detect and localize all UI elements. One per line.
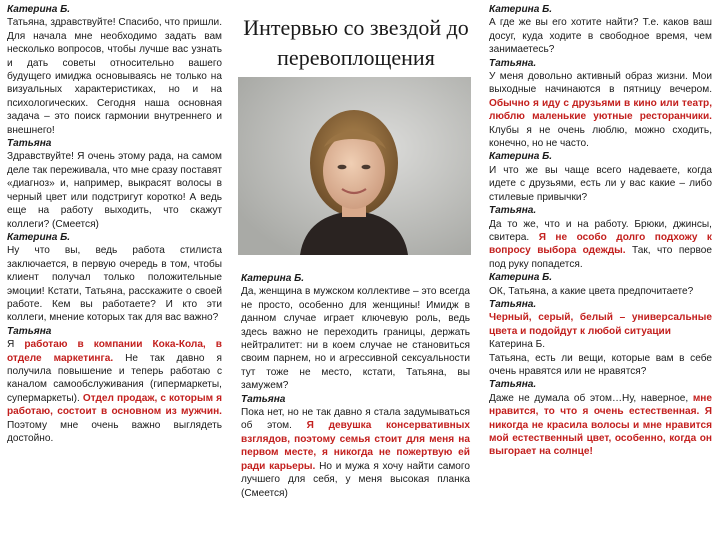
text-run: Катерина Б.	[489, 339, 546, 351]
interview-paragraph	[7, 150, 222, 230]
speaker-name: Татьяна.	[489, 298, 537, 310]
highlighted-text: Я не особо долго подхожу к вопросу выбора одежды.	[489, 231, 712, 257]
speaker-name: Катерина Б.	[489, 151, 553, 163]
text-run: Я	[7, 339, 25, 351]
speaker-name: Катерина Б.	[7, 4, 71, 15]
interview-title: Интервью со звездой до перевоплощения	[243, 15, 469, 70]
interview-paragraph	[489, 70, 712, 150]
interview-paragraph	[489, 311, 712, 338]
highlighted-text: Черный, серый, белый – универсальные цвета и подойдут к любой ситуации	[489, 312, 712, 337]
text-run: Татьяна, здравствуйте! Спасибо, что пришли. Для начала мне необходимо задать вам несколько вопросов, чтобы лучше вас узнать и дать советы относительно вашего будущего имиджа основываясь не только на визуальных характеристиках, но и на психологических. Сегодня наша основная задача – это поиск гармонии внутреннего и внешнего!	[7, 17, 222, 136]
speaker-name: Татьяна.	[489, 379, 537, 391]
interview-paragraph	[241, 285, 470, 392]
interview-column-2	[241, 272, 470, 500]
interview-paragraph	[489, 218, 712, 272]
interview-paragraph	[489, 392, 712, 459]
highlighted-text: работаю в компании Кока-Кола, в отделе маркетинга.	[7, 339, 222, 364]
speaker-name: Татьяна	[241, 393, 286, 405]
text-run: ОК, Татьяна, а какие цвета предпочитаете?	[489, 285, 694, 297]
text-run: Не так давно я получила повышение и теперь работаю с каналом самообслуживания (гипермаркеты, супермаркеты).	[7, 352, 222, 404]
highlighted-text: Отдел продаж, с которым я работаю, состоит в основном из мужчин.	[7, 392, 222, 418]
interview-column-3	[489, 3, 712, 459]
text-run: Но и мужа я хочу найти самого лучшего для себя, у меня высокая планка (Смеется)	[241, 460, 470, 499]
interview-paragraph	[7, 244, 222, 324]
speaker-name: Катерина Б.	[7, 231, 71, 243]
text-run: Поэтому мне очень важно выглядеть достойно.	[7, 419, 222, 444]
interview-column-1	[7, 3, 222, 445]
text-run: Даже не думала об этом…Ну, наверное,	[489, 392, 693, 404]
speaker-name: Татьяна	[7, 138, 52, 150]
speaker-name: Катерина Б.	[489, 4, 553, 15]
text-run: И что же вы чаще всего надеваете, когда идете с друзьями, есть ли у вас какие – либо стилевые привычки?	[489, 164, 712, 203]
speaker-name: Катерина Б.	[489, 272, 553, 284]
text-run: Татьяна, есть ли вещи, которые вам в себе очень нравятся или не нравятся?	[489, 352, 712, 377]
text-run: Здравствуйте! Я очень этому рада, на самом деле так переживала, что мне сразу поставят «диагноз» и, например, выкрасят волосы в черный цвет или подстригут коротко! А ведь еще на работу выходить, что скажут коллеги? (Смеется)	[7, 151, 222, 230]
speaker-name: Татьяна.	[489, 57, 537, 69]
interview-paragraph	[489, 338, 712, 351]
interview-paragraph	[489, 352, 712, 379]
text-run: Ну что вы, ведь работа стилиста заключается, в первую очередь в том, чтобы клиент получал только положительные эмоции! Кстати, Татьяна, расскажите о своей работе. Кем вы работаете? И кто эти коллеги, мнение которых так для вас важно?	[7, 245, 222, 324]
interview-paragraph	[7, 338, 222, 445]
highlighted-text: Я девушка консервативных взглядов, поэтому семья стоит для меня на первом месте, я никогда не пожертвую ей ради карьеры.	[241, 420, 470, 472]
text-run: Так, что первое под руку попадется.	[489, 245, 712, 270]
highlighted-text: Обычно я иду с друзьями в кино или театр, люблю маленькие уютные ресторанчики.	[489, 97, 712, 123]
portrait-photo	[238, 77, 471, 255]
text-run: А где же вы его хотите найти? Т.е. каков ваш досуг, куда ходите в свободное время, чем занимаетесь?	[489, 17, 712, 56]
interview-paragraph	[489, 16, 712, 56]
speaker-name: Татьяна	[7, 325, 52, 337]
text-run: У меня довольно активный образ жизни. Мои выходные начинаются в пятницу вечером.	[489, 71, 712, 96]
portrait-figure	[238, 77, 471, 255]
speaker-name: Татьяна.	[489, 205, 537, 217]
interview-paragraph	[7, 16, 222, 137]
highlighted-text: мне нравится, то что я очень естественная. Я никогда не красила волосы и мне нравится мой естественный цвет, особенно, когда он выгорает на солнце!	[489, 392, 712, 458]
text-run: Да, женщина в мужском коллективе – это всегда не просто, особенно для женщины! Имидж в данном случае играет ключевую роль, ведь здесь важно не переходить границы, держать нейтралитет: ни в коем случае не становиться своим парнем, но и агрессивной сексуальности тут тоже не место, кстати, Татьяна, вы замужем?	[241, 286, 470, 392]
text-run: Пока нет, но не так давно я стала задумываться об этом.	[241, 407, 470, 432]
text-run: Да то же, что и на работу. Брюки, джинсы, свитера.	[489, 218, 712, 243]
speaker-name: Катерина Б.	[241, 273, 305, 284]
text-run: Клубы я не очень люблю, можно сходить, конечно, но не часто.	[489, 124, 712, 150]
interview-paragraph	[241, 406, 470, 500]
interview-paragraph	[489, 164, 712, 204]
interview-paragraph	[489, 285, 712, 298]
